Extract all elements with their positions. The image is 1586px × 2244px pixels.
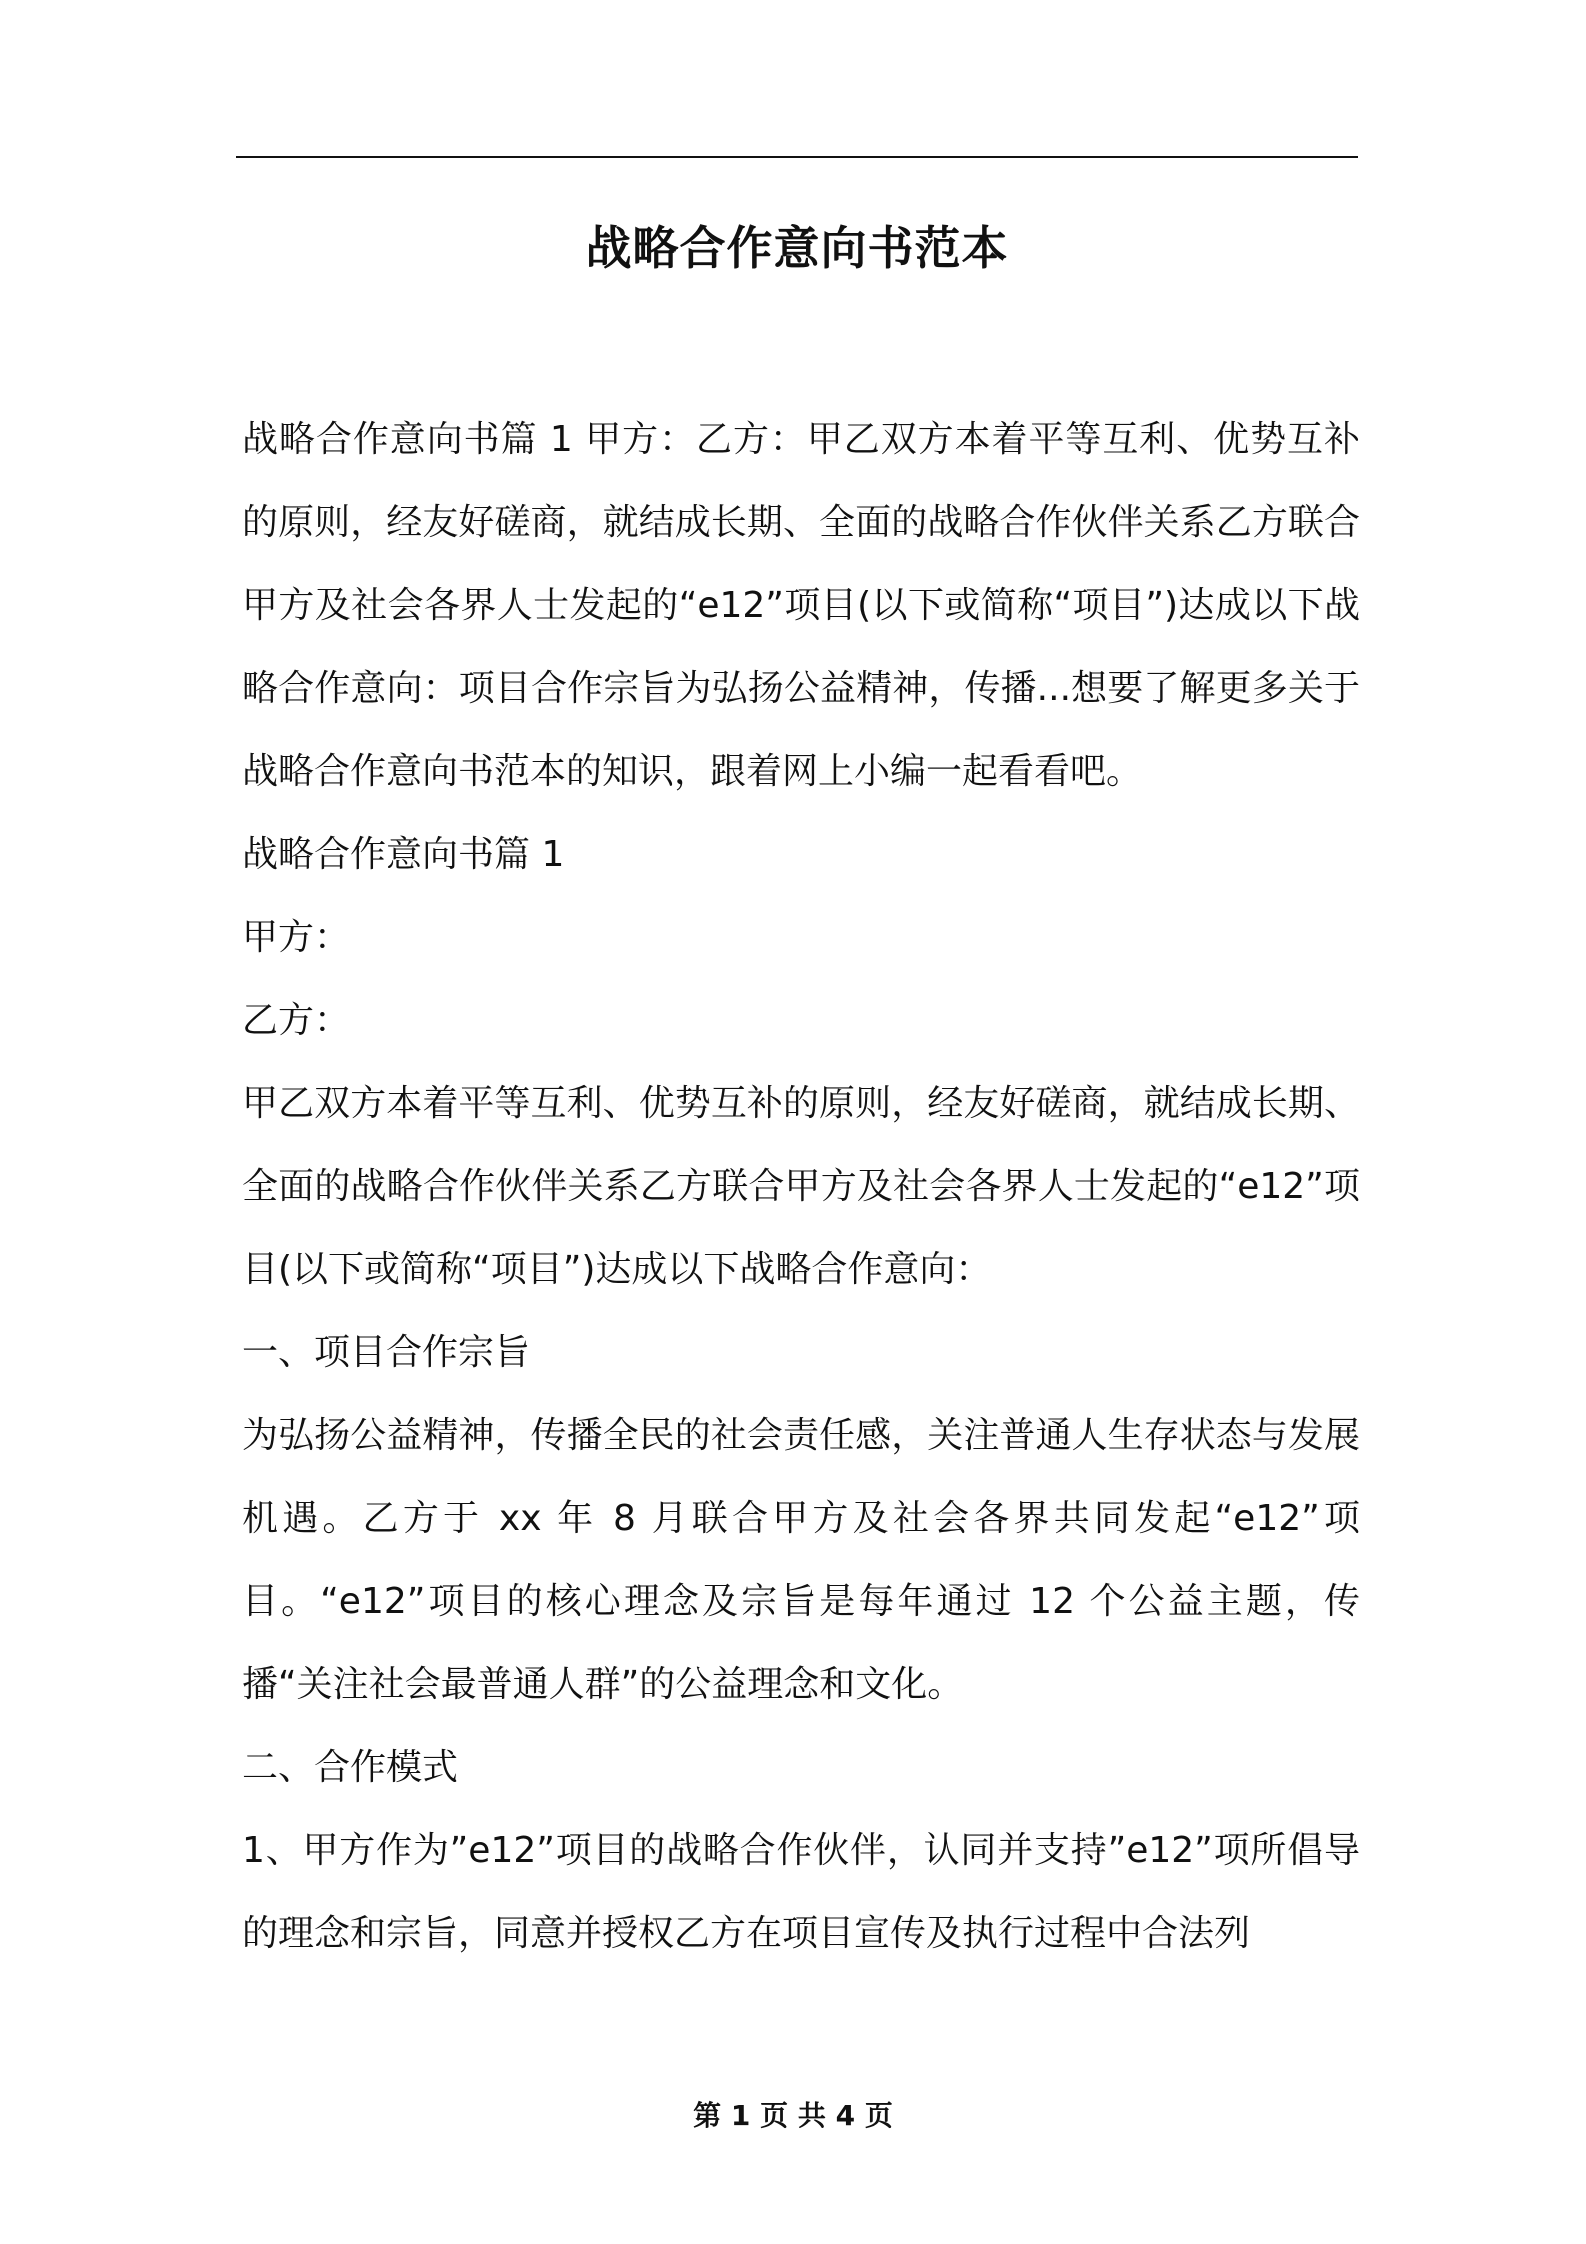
section-heading-part-1: 战略合作意向书篇 1 bbox=[242, 834, 565, 875]
purpose-paragraph: 为弘扬公益精神，传播全民的社会责任感，关注普通人生存状态与发展机遇。乙方于 xx 年 8 月联合甲方及社会各界共同发起“e12”项目。“e12”项目的核心理念及宗旨是每年通过 12 个公益主题，传播“关注社会最普通人群”的公益理念和文化。 bbox=[242, 1415, 1360, 1705]
cooperation-clause-1: 1、甲方作为”e12”项目的战略合作伙伴，认同并支持”e12”项所倡导的理念和宗旨，同意并授权乙方在项目宣传及执行过程中合法列 bbox=[242, 1830, 1360, 1954]
header-rule bbox=[236, 156, 1358, 158]
page-number: 第 1 页 共 4 页 bbox=[693, 2099, 893, 2132]
intro-paragraph: 战略合作意向书篇 1 甲方：乙方：甲乙双方本着平等互利、优势互补的原则，经友好磋商，就结成长期、全面的战略合作伙伴关系乙方联合甲方及社会各界人士发起的“e12”项目(以下或简称“项目”)达成以下战略合作意向：项目合作宗旨为弘扬公益精神，传播...想要了解更多关于战略合作意向书范本的知识，跟着网上小编一起看看吧。 bbox=[242, 419, 1360, 792]
party-a-line: 甲方： bbox=[242, 917, 351, 958]
agreement-paragraph: 甲乙双方本着平等互利、优势互补的原则，经友好磋商，就结成长期、全面的战略合作伙伴关系乙方联合甲方及社会各界人士发起的“e12”项目(以下或简称“项目”)达成以下战略合作意向： bbox=[242, 1083, 1360, 1290]
party-b-line: 乙方： bbox=[242, 1000, 351, 1041]
section-heading-cooperation-mode: 二、合作模式 bbox=[242, 1747, 459, 1788]
document-body bbox=[242, 398, 1360, 1975]
section-heading-purpose: 一、项目合作宗旨 bbox=[242, 1332, 531, 1373]
document-title: 战略合作意向书范本 bbox=[585, 221, 1009, 275]
